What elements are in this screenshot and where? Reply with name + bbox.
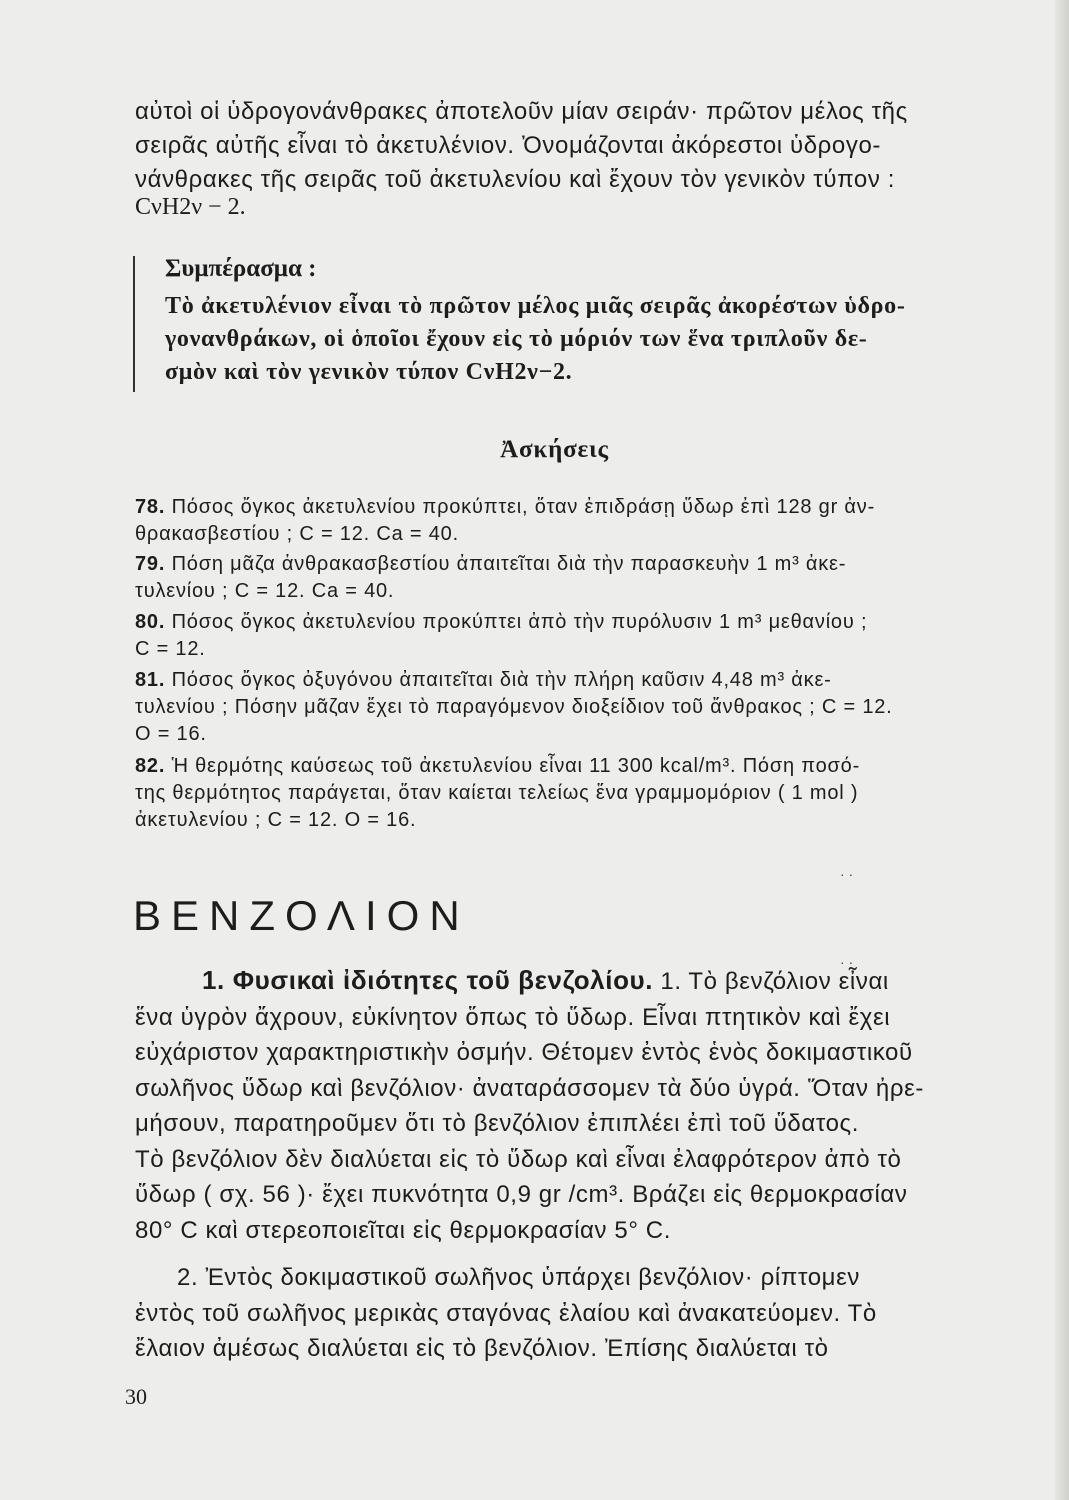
text-line: γονανθράκων, οἱ ὁποῖοι ἔχουν εἰς τὸ μόριόν των ἕνα τριπλοῦν δε-	[165, 326, 868, 352]
stray-mark: · ·	[840, 954, 854, 970]
text-line: Τὸ βενζόλιον δὲν διαλύεται εἰς τὸ ὕδωρ καὶ εἶναι ἐλαφρότερον ἀπὸ τὸ	[135, 1145, 902, 1173]
conclusion-text	[165, 290, 965, 389]
text-line: νάνθρακες τῆς σειρᾶς τοῦ ἀκετυλενίου καὶ ἔχουν τὸν γενικὸν τύπον :	[135, 166, 896, 193]
exercise-item	[135, 494, 965, 548]
exercise-number: 81.	[135, 669, 166, 691]
subsection-heading: 1. Φυσικαὶ ἰδιότητες τοῦ βενζολίου.	[202, 965, 654, 995]
section-paragraph-2	[135, 1260, 965, 1367]
text-line: 2. Ἐντὸς δοκιμαστικοῦ σωλῆνος ὑπάρχει βενζόλιον· ρίπτομεν	[177, 1264, 860, 1291]
section-title: ΒΕΝΖΟΛΙΟΝ	[133, 892, 470, 939]
text-line: μήσουν, παρατηροῦμεν ὅτι τὸ βενζόλιον ἐπιπλέει ἐπὶ τοῦ ὕδατος.	[135, 1110, 859, 1137]
exercises-heading: Ἀσκήσεις	[500, 436, 609, 463]
text-line: Πόσος ὄγκος ἀκετυλενίου προκύπτει ἀπὸ τὴν πυρόλυσιν 1 m³ μεθανίου ;	[171, 611, 868, 633]
text-line: 1. Τὸ βενζόλιον εἶναι	[653, 968, 889, 995]
text-line: εὐχάριστον χαρακτηριστικὴν ὀσμήν. Θέτομεν ἐντὸς ἑνὸς δοκιμαστικοῦ	[135, 1039, 913, 1066]
text-line: Πόση μᾶζα ἀνθρακασβεστίου ἀπαιτεῖται διὰ τὴν παρασκευὴν 1 m³ ἀκε-	[171, 553, 847, 575]
intro-paragraph	[135, 95, 965, 197]
text-line: ὕδωρ ( σχ. 56 )· ἔχει πυκνότητα 0,9 gr /cm³. Βράζει εἰς θερμοκρασίαν	[135, 1181, 908, 1208]
text-line: ἐντὸς τοῦ σωλῆνος μερικὰς σταγόνας ἐλαίου καὶ ἀνακατεύομεν. Τὸ	[135, 1299, 877, 1327]
text-line: αὐτοὶ οἱ ὑδρογονάνθρακες ἀποτελοῦν μίαν σειράν· πρῶτον μέλος τῆς	[135, 98, 908, 125]
text-line: τυλενίου ; C = 12. Ca = 40.	[135, 580, 395, 602]
exercise-number: 82.	[135, 755, 166, 777]
text-line: σειρᾶς αὐτῆς εἶναι τὸ ἀκετυλένιον. Ὀνομάζονται ἀκόρεστοι ὑδρογο-	[135, 132, 882, 159]
text-line: Πόσος ὄγκος ἀκετυλενίου προκύπτει, ὅταν ἐπιδράσῃ ὕδωρ ἐπὶ 128 gr ἀν-	[171, 496, 876, 518]
text-line: ἕνα ὑγρὸν ἄχρουν, εὐκίνητον ὅπως τὸ ὕδωρ. Εἶναι πτητικὸν καὶ ἔχει	[135, 1003, 891, 1031]
exercise-item	[135, 551, 965, 605]
text-line: Ἡ θερμότης καύσεως τοῦ ἀκετυλενίου εἶναι 11 300 kcal/m³. Πόση ποσό-	[171, 755, 861, 777]
text-line: θρακασβεστίου ; C = 12. Ca = 40.	[135, 523, 459, 545]
exercise-item	[135, 609, 965, 663]
text-line: της θερμότητος παράγεται, ὅταν καίεται τελείως ἕνα γραμμομόριον ( 1 mol )	[135, 782, 859, 804]
text-line: τυλενίου ; Πόσην μᾶζαν ἔχει τὸ παραγόμενον διοξείδιον τοῦ ἄνθρακος ; C = 12.	[135, 696, 893, 718]
text-line: ἔλαιον ἀμέσως διαλύεται εἰς τὸ βενζόλιον. Ἐπίσης διαλύεται τὸ	[135, 1335, 829, 1362]
text-line: O = 16.	[135, 723, 207, 745]
conclusion-title: Συμπέρασμα :	[165, 255, 317, 282]
exercise-item	[135, 667, 965, 748]
text-line: ἀκετυλενίου ; C = 12. O = 16.	[135, 809, 417, 831]
exercise-item	[135, 753, 965, 834]
exercise-number: 79.	[135, 553, 166, 575]
text-line: Πόσος ὄγκος ὀξυγόνου ἀπαιτεῖται διὰ τὴν πλήρη καῦσιν 4,48 m³ ἀκε-	[171, 669, 832, 691]
text-line: Τὸ ἀκετυλένιον εἶναι τὸ πρῶτον μέλος μιᾶς σειρᾶς ἀκορέστων ὑδρο-	[165, 293, 906, 319]
conclusion-margin-bar	[133, 256, 135, 392]
exercise-number: 80.	[135, 611, 166, 633]
page-edge-shadow	[1055, 0, 1069, 1500]
text-line: C = 12.	[135, 638, 206, 660]
section-paragraph-1	[135, 963, 965, 1248]
text-line: 80° C καὶ στερεοποιεῖται εἰς θερμοκρασίαν 5° C.	[135, 1216, 672, 1244]
exercise-number: 78.	[135, 496, 166, 518]
page-number: 30	[125, 1384, 147, 1409]
text-line: σμὸν καὶ τὸν γενικὸν τύπον CνH2ν−2.	[165, 359, 573, 385]
text-line: σωλῆνος ὕδωρ καὶ βενζόλιον· ἀναταράσσομεν τὰ δύο ὑγρά. Ὅταν ἠρε-	[135, 1074, 924, 1102]
stray-mark: · ·	[840, 866, 854, 882]
general-formula: CνH2ν − 2.	[135, 194, 246, 220]
